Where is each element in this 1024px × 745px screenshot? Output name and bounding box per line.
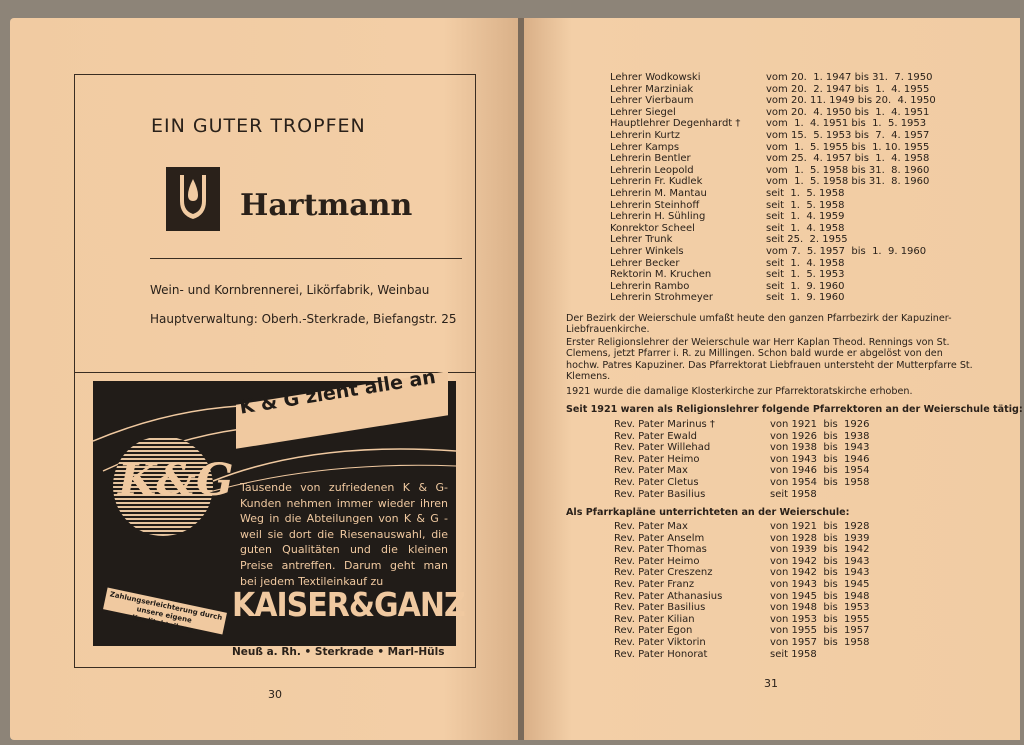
list-item-name: Rev. Pater Anselm <box>614 532 705 544</box>
list-item-name: Konrektor Scheel <box>610 222 695 234</box>
list-item-name: Lehrer Wodkowski <box>610 72 701 83</box>
list-item-name: Lehrer Becker <box>610 257 680 269</box>
kg-cities: Neuß a. Rh. • Sterkrade • Marl-Hüls <box>232 646 445 658</box>
list-item-date: von 1926 bis 1938 <box>770 430 870 442</box>
list-item-date: von 1939 bis 1942 <box>770 544 870 556</box>
list-item-date: von 1946 bis 1954 <box>770 465 870 477</box>
list-item-date: von 1953 bis 1955 <box>770 613 870 625</box>
list-item-name: Rev. Pater Creszenz <box>614 567 713 579</box>
list-item-date: vom 20. 4. 1950 bis 1. 4. 1951 <box>766 106 930 118</box>
list-item-name: Rev. Pater Basilius <box>614 602 706 614</box>
list-item-name: Rev. Pater Heimo <box>614 453 700 465</box>
list-item-date: von 1955 bis 1957 <box>770 625 870 637</box>
list-item-date: vom 25. 4. 1957 bis 1. 4. 1958 <box>766 153 930 165</box>
list-item-date: von 1942 bis 1943 <box>770 567 870 579</box>
paragraph-district: Der Bezirk der Weierschule umfaßt heute den ganzen Pfarrbezirk der Kapuziner-Liebfrauenkirche. <box>566 313 952 336</box>
list-item-date: seit 25. 2. 1955 <box>766 234 848 246</box>
list-item-name: Lehrer Vierbaum <box>610 95 694 107</box>
list-item-name: Rev. Pater Ewald <box>614 430 697 442</box>
list-item-date: von 1943 bis 1946 <box>770 453 870 465</box>
list-item-name: Rev. Pater Egon <box>614 625 693 637</box>
list-item-name: Lehrer Kamps <box>610 141 680 153</box>
paragraph-history: Erster Religionslehrer der Weierschule war Herr Kaplan Theod. Rennings von St. Clemens, jetzt Pfarrer i. R. zu Millingen. Schon bald wurde er abgelöst von den hochw. Patres Kapuziner. Das Pfarrektorat Liebfrauen untersteht der Mutterpfarre St. Klemens. <box>566 337 973 383</box>
list-item-name: Lehrerin Fr. Kudlek <box>610 176 703 188</box>
list-item-name: Rev. Pater Cletus <box>614 477 699 488</box>
list-item-name: Lehrerin M. Mantau <box>610 188 707 199</box>
kg-credit-stamp: Zahlungserleichterung durch unsere eigene Kreditabteilung <box>103 588 227 635</box>
list-item-date: seit 1. 5. 1958 <box>766 199 845 211</box>
paragraph-1921: 1921 wurde die damalige Klosterkirche zur Pfarrektoratskirche erhoben. <box>566 386 913 397</box>
hartmann-address: Hauptverwaltung: Oberh.-Sterkrade, Biefangstr. 25 <box>150 312 457 326</box>
heading-rectors: Seit 1921 waren als Religionslehrer folgende Pfarrektoren an der Weierschule tätig: <box>566 404 1023 415</box>
list-item-name: Rev. Pater Basilius <box>614 488 706 500</box>
list-item-name: Rev. Pater Max <box>614 521 688 532</box>
list-item-date: von 1945 bis 1948 <box>770 590 870 602</box>
list-item-date: von 1943 bis 1945 <box>770 579 870 590</box>
list-item-name: Hauptlehrer Degenhardt † <box>610 118 741 130</box>
list-item-date: vom 1. 5. 1955 bis 1. 10. 1955 <box>766 141 930 153</box>
list-item-date: seit 1958 <box>770 648 817 660</box>
list-item-date: seit 1. 9. 1960 <box>766 280 845 292</box>
kg-slogan: K & G zieht alle an <box>238 366 438 419</box>
list-item-name: Lehrer Winkels <box>610 246 684 257</box>
list-item-date: vom 1. 5. 1958 bis 31. 8. 1960 <box>766 176 930 188</box>
list-item-name: Lehrer Trunk <box>610 234 673 246</box>
book-spine <box>518 18 524 740</box>
list-item-name: Lehrerin Steinhoff <box>610 199 700 211</box>
list-item-date: von 1957 bis 1958 <box>770 637 870 648</box>
hartmann-rule <box>150 258 462 259</box>
list-item-name: Lehrerin Kurtz <box>610 130 681 141</box>
list-item-name: Rev. Pater Franz <box>614 579 695 590</box>
drop-logo-icon <box>166 167 220 231</box>
page-number-left: 30 <box>268 688 282 701</box>
list-item-date: von 1921 bis 1926 <box>770 419 870 430</box>
list-item-name: Lehrerin H. Sühling <box>610 211 706 223</box>
list-item-name: Rev. Pater Honorat <box>614 648 708 660</box>
list-item-name: Lehrer Siegel <box>610 106 676 118</box>
list-item-name: Rev. Pater Kilian <box>614 613 695 625</box>
list-item-date: seit 1958 <box>770 488 817 500</box>
kg-body-text: Tausende von zufriedenen K & G-Kunden nehmen immer wieder ihren Weg in die Abteilungen von K & G - weil sie dort die Riesenauswahl, die guten Qualitäten und die kleinen Preise antreffen. Darum geht man bei jedem Textileinkauf zu <box>240 481 448 588</box>
list-item-name: Rev. Pater Max <box>614 465 688 477</box>
list-item-date: von 1928 bis 1939 <box>770 532 870 544</box>
list-item-date: vom 1. 4. 1951 bis 1. 5. 1953 <box>766 118 927 130</box>
list-item-date: seit 1. 4. 1958 <box>766 222 845 234</box>
kg-brand: KAISER&GANZ <box>232 586 465 625</box>
list-item-date: von 1948 bis 1953 <box>770 602 870 614</box>
list-item-date: seit 1. 9. 1960 <box>766 292 845 304</box>
list-item-name: Rektorin M. Kruchen <box>610 269 712 281</box>
list-item-name: Rev. Pater Thomas <box>614 544 707 556</box>
list-item-name: Lehrer Marziniak <box>610 83 694 95</box>
list-item-date: vom 15. 5. 1953 bis 7. 4. 1957 <box>766 130 930 141</box>
list-item-date: vom 1. 5. 1958 bis 31. 8. 1960 <box>766 164 930 176</box>
list-item-date: vom 20. 2. 1947 bis 1. 4. 1955 <box>766 83 930 95</box>
list-item-date: vom 7. 5. 1957 bis 1. 9. 1960 <box>766 246 927 257</box>
list-item-date: seit 1. 5. 1958 <box>766 188 845 199</box>
hartmann-title: EIN GUTER TROPFEN <box>151 115 366 137</box>
list-item-date: vom 20. 11. 1949 bis 20. 4. 1950 <box>766 95 936 107</box>
hartmann-description: Wein- und Kornbrennerei, Likörfabrik, Weinbau <box>150 283 430 297</box>
list-item-name: Rev. Pater Athanasius <box>614 590 723 602</box>
list-item-date: seit 1. 4. 1959 <box>766 211 845 223</box>
page-number-right: 31 <box>764 677 778 690</box>
list-item-name: Lehrerin Rambo <box>610 280 690 292</box>
list-item-date: seit 1. 4. 1958 <box>766 257 845 269</box>
list-item-name: Rev. Pater Marinus † <box>614 419 715 430</box>
list-item-name: Rev. Pater Heimo <box>614 555 700 567</box>
list-item-name: Lehrerin Leopold <box>610 164 694 176</box>
heading-chaplains: Als Pfarrkapläne unterrichteten an der Weierschule: <box>566 507 850 518</box>
hartmann-brand: Hartmann <box>240 188 413 223</box>
list-item-date: von 1938 bis 1943 <box>770 442 870 454</box>
list-item-name: Rev. Pater Willehad <box>614 442 711 454</box>
list-item-date: von 1942 bis 1943 <box>770 555 870 567</box>
list-item-name: Lehrerin Strohmeyer <box>610 292 714 304</box>
list-item-date: von 1954 bis 1958 <box>770 477 870 488</box>
list-item-date: vom 20. 1. 1947 bis 31. 7. 1950 <box>766 72 933 83</box>
list-item-name: Rev. Pater Viktorin <box>614 637 706 648</box>
kg-logo: K&G <box>118 455 234 506</box>
list-item-date: seit 1. 5. 1953 <box>766 269 845 281</box>
list-item-name: Lehrerin Bentler <box>610 153 691 165</box>
list-item-date: von 1921 bis 1928 <box>770 521 870 532</box>
